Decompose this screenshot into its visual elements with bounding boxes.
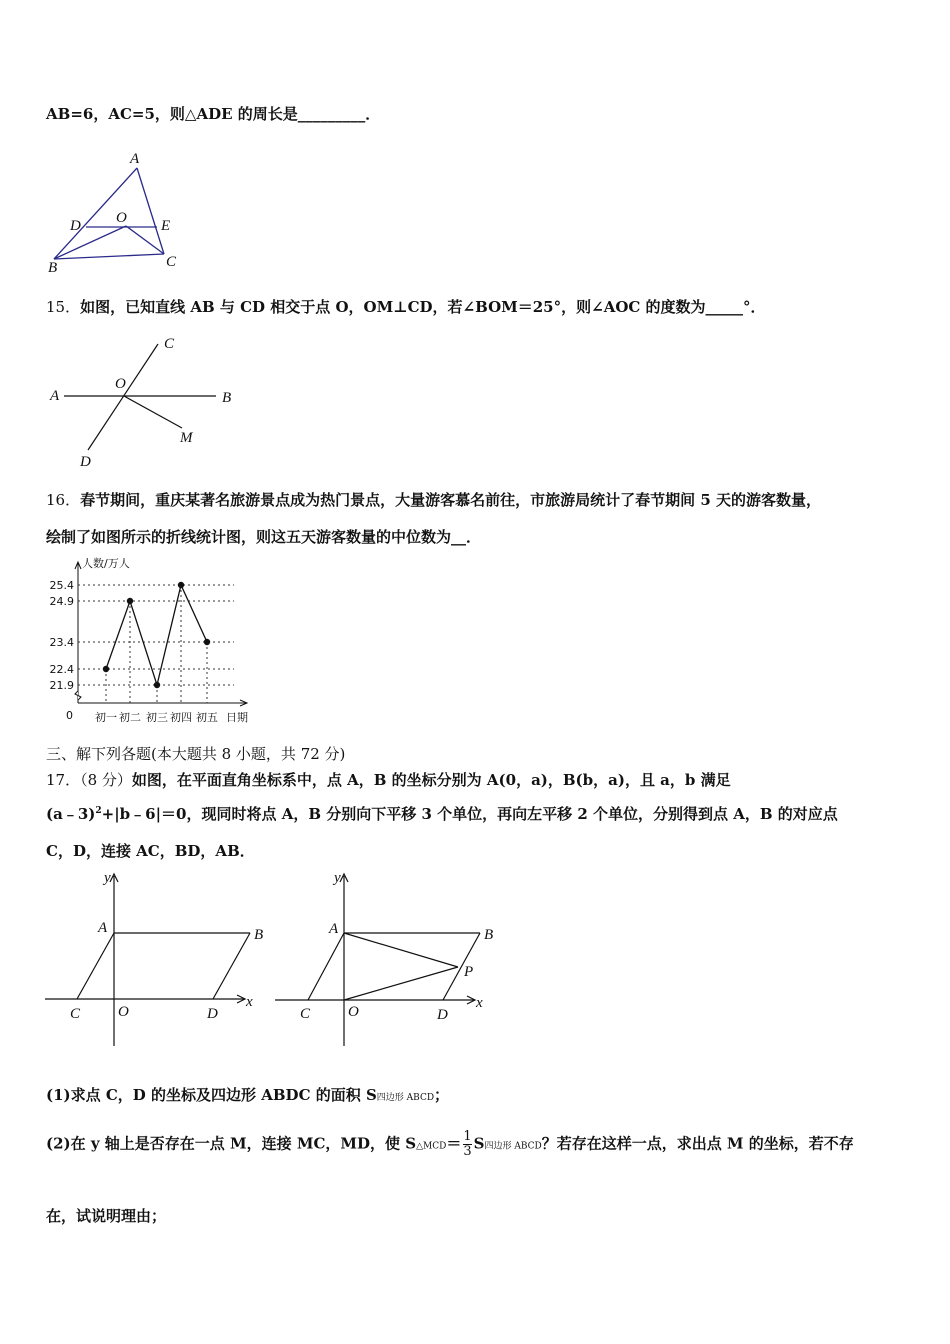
- label-B: B: [222, 390, 232, 406]
- q17-part2-rest: ？若存在这样一点，求出点 M 的坐标，若不存: [541, 1134, 854, 1153]
- label-y: y: [334, 870, 341, 886]
- seg-OP: [344, 967, 458, 1000]
- x-axis-label: 日期: [226, 711, 248, 724]
- seg-AC: [77, 933, 114, 999]
- seg-BD: [443, 933, 480, 1000]
- label-D: D: [80, 454, 91, 470]
- seg-BD: [213, 933, 250, 999]
- q17-part2-sub1: △MCD: [416, 1141, 447, 1152]
- data-point: [103, 666, 109, 672]
- q16-line-chart: [40, 555, 255, 725]
- q17-part1-sub: 四边形 ABCD: [376, 1093, 435, 1103]
- q16-line2: 绘制了如图所示的折线统计图，则这五天游客数量的中位数为__．: [46, 528, 482, 546]
- data-point: [204, 639, 210, 645]
- label-C: C: [300, 1006, 311, 1022]
- q15-body: 如图，已知直线 AB 与 CD 相交于点 O，OM⊥CD，若∠BOM＝25°，则∠AOC 的度数为_____°．: [80, 298, 766, 316]
- seg-AC: [308, 933, 344, 1000]
- q17-points: （8 分）: [80, 771, 132, 789]
- q17-line2-a: (a﹣3): [46, 805, 96, 823]
- q17-part2-text: (2)在 y 轴上是否存在一点 M，连接 MC，MD，使 S: [46, 1134, 417, 1153]
- label-C: C: [166, 254, 177, 270]
- fraction-numerator: 1: [463, 1129, 472, 1144]
- section3-title: 三、解下列各题(本大题共 8 小题，共 72 分): [46, 745, 346, 763]
- q14-triangle-figure: [40, 148, 240, 278]
- data-point: [127, 598, 133, 604]
- axis-break: [75, 691, 81, 700]
- x-tick-label: 初四: [170, 711, 192, 724]
- x-tick-label: 初一: [95, 711, 117, 724]
- label-O: O: [118, 1004, 129, 1020]
- q16-line1-text: 春节期间，重庆某著名旅游景点成为热门景点，大量游客慕名前往，市旅游局统计了春节期间 5 天的游客数量，: [80, 491, 821, 509]
- q15-number: 15．: [46, 298, 81, 316]
- label-B: B: [48, 260, 58, 276]
- label-x: x: [476, 995, 483, 1011]
- q17-line2-b: +|b﹣6|＝0，现同时将点 A，B 分别向下平移 3 个单位，再向左平移 2 个单位，分别得到点 A，B 的对应点: [101, 805, 838, 823]
- q16-number: 16．: [46, 491, 81, 509]
- x-tick-label: 初二: [119, 711, 141, 724]
- label-C: C: [70, 1006, 81, 1022]
- q17-part2-sub2: 四边形 ABCD: [484, 1141, 542, 1152]
- q17-line1: [46, 769, 731, 790]
- series-line: [106, 585, 207, 685]
- q17-line3: C，D，连接 AC，BD，AB．: [46, 842, 255, 860]
- label-A: A: [329, 921, 339, 937]
- label-O: O: [116, 210, 127, 226]
- q14-text: AB=6，AC=5，则△ADE 的周长是_________．: [46, 105, 381, 123]
- q16-line1: [46, 489, 821, 510]
- label-A: A: [50, 388, 60, 404]
- label-A: A: [98, 920, 108, 936]
- seg-BC: [54, 254, 164, 259]
- label-O: O: [348, 1004, 359, 1020]
- label-D: D: [437, 1007, 448, 1023]
- seg-AP: [344, 933, 458, 967]
- q17-part1-text: (1)求点 C，D 的坐标及四边形 ABDC 的面积 S: [46, 1086, 377, 1104]
- seg-BO: [54, 226, 126, 259]
- line-CD: [88, 344, 158, 450]
- q17-line2-sup: 2: [95, 806, 102, 816]
- data-point: [178, 582, 184, 588]
- label-O: O: [115, 376, 126, 392]
- q15-lines-figure: [44, 332, 254, 472]
- q17-figure2: [270, 866, 500, 1051]
- q17-line2: [46, 803, 838, 824]
- q17-part2-s: S: [473, 1134, 485, 1153]
- label-D: D: [70, 218, 81, 234]
- fraction-denominator: 3: [463, 1144, 472, 1159]
- origin-label: 0: [66, 709, 73, 722]
- data-point: [154, 682, 160, 688]
- label-y: y: [104, 870, 111, 886]
- label-E: E: [161, 218, 171, 234]
- q15-text: [46, 296, 766, 317]
- q17-part2-line2: 在，试说明理由；: [46, 1207, 167, 1225]
- q17-part1-end: ；: [434, 1086, 450, 1104]
- label-D: D: [207, 1006, 218, 1022]
- label-P: P: [464, 964, 474, 980]
- q17-number: 17．: [46, 771, 81, 789]
- label-M: M: [180, 430, 193, 446]
- label-B: B: [484, 927, 494, 943]
- y-tick-label: 22.4: [49, 663, 74, 676]
- q17-part2: [46, 1130, 854, 1159]
- q17-part2-eq: ＝: [446, 1134, 462, 1153]
- y-tick-label: 24.9: [49, 595, 74, 608]
- q17-line1-text: 如图，在平面直角坐标系中，点 A，B 的坐标分别为 A(0，a)，B(b，a)，且 a，b 满足: [131, 771, 731, 789]
- q17-figure1: [40, 866, 270, 1051]
- label-A: A: [130, 151, 140, 167]
- label-B: B: [254, 927, 264, 943]
- y-tick-label: 21.9: [49, 679, 74, 692]
- label-C: C: [164, 336, 175, 352]
- q17-part1: [46, 1084, 449, 1105]
- seg-AC: [137, 168, 164, 254]
- y-tick-label: 25.4: [49, 579, 74, 592]
- y-axis-label: 人数/万人: [82, 557, 130, 570]
- fraction-one-third: [463, 1130, 471, 1159]
- ray-OM: [124, 396, 182, 428]
- y-tick-label: 23.4: [49, 636, 74, 649]
- label-x: x: [246, 994, 253, 1010]
- x-tick-label: 初三: [146, 711, 168, 724]
- x-tick-label: 初五: [196, 711, 218, 724]
- seg-CO: [126, 226, 164, 254]
